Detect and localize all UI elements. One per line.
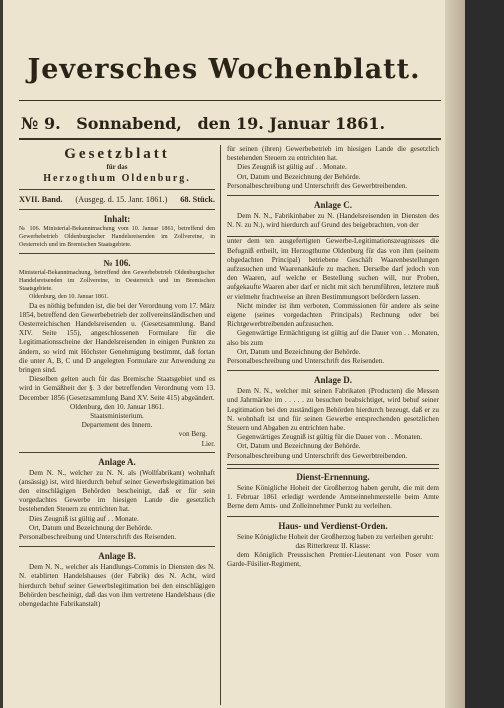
anlage-a-heading: Anlage A. bbox=[98, 456, 136, 467]
column-divider bbox=[220, 145, 221, 705]
right-top-personal: Personalbeschreibung und Unterschrift des Gewerbtreibenden. bbox=[227, 181, 408, 190]
right-top-text: für seinen (ihren) Gewerbebetrieb im hiesigen Lande die gesetzlich bestehenden Steuern zu entrichten hat. bbox=[227, 145, 439, 163]
anlage-d-text: Dem N. N., welcher mit seinen Fabrikaten (Producten) die Messen und Jahrmärkte im . . . . . zu besuchen beabsichtiget, wird behuf seiner Legitimation bei den zuständigen Behörden hierdurch bezeugt, daß er zu N. wohnhaft ist und für seinen Gewerbe entsprechenden gesetzlichen Steuern und Abgaben zu entrichten habe. bbox=[227, 387, 439, 433]
signature-department: Departement des Innern. bbox=[81, 421, 153, 430]
signature-name: von Berg. bbox=[178, 430, 207, 439]
anlage-a-text: Dem N. N., welcher zu N. N. als (Wollfabrikant) wohnhaft (ansässig) ist, wird hierdurch behuf seiner Gewerbslegitimation bei den einschlägigen Behörden bescheinigt, daß er für sein vorgedachtes Gewerbe im hiesigen Lande die gesetzlich bestehenden Steuern zu entrichten hat. bbox=[19, 468, 215, 514]
anlage-a-ort: Ort, Datum und Bezeichnung der Behörde. bbox=[29, 523, 153, 532]
anlage-c-heading: Anlage C. bbox=[314, 200, 352, 211]
haus-text: Seine Königliche Hoheit der Großherzog haben zu verleihen geruht: bbox=[237, 532, 434, 541]
inhalt-heading: Inhalt: bbox=[103, 214, 131, 224]
anlage-b-heading: Anlage B. bbox=[98, 551, 136, 562]
anlage-d-ort: Ort, Datum und Bezeichnung der Behörde. bbox=[237, 442, 361, 451]
issue-weekday: Sonnabend, bbox=[76, 114, 182, 133]
anlage-d-valid: Gegenwärtiges Zeugniß ist gültig für die Dauer von . . Monaten. bbox=[237, 433, 423, 442]
anlage-c-text-3: Nicht minder ist ihm verboten, Commissionen für andere als seine eigene (seines vorgedachten Principals) Rechnung oder bei Richtgewerbtreibenden aufzusuchen. bbox=[227, 301, 439, 329]
divider bbox=[19, 546, 215, 547]
haus-line-2: dem Königlich Preussischen Premier-Lieutenant von Poser vom Garde-Füsilier-Regiment, bbox=[227, 550, 439, 569]
anlage-c-text: Dem N. N., Fabrikinhaber zu N. (Handelsreisenden in Diensten des N. N. zu N.), wird hierdurch auf Grund des beigebrachten, von der bbox=[227, 212, 439, 230]
anlage-d-personal: Personalbeschreibung und Unterschrift des Gewerbtreibenden. bbox=[227, 451, 408, 460]
anlage-c-ort: Ort, Datum und Bezeichnung der Behörde. bbox=[237, 347, 361, 356]
haus-heading: Haus- und Verdienst-Orden. bbox=[278, 520, 388, 531]
divider bbox=[227, 370, 439, 371]
right-column bbox=[227, 145, 439, 569]
anlage-c-personal: Personalbeschreibung und Unterschrift des Reisenden. bbox=[227, 357, 385, 366]
gesetzblatt-fuer: für das bbox=[106, 163, 128, 171]
divider bbox=[19, 189, 215, 190]
dienst-text: Seine Königliche Hoheit der Großherzog haben geruht, die mit dem 1. Februar 1861 erledigt werdende Amtseinnehmerstelle beim Amte Berne dem Amts- und Zolleinnehmer Punkt zu verleihen. bbox=[227, 483, 439, 511]
masthead-rule bbox=[19, 100, 441, 101]
right-top-valid: Dies Zeugniß ist gültig auf . . Monate. bbox=[237, 163, 347, 172]
book-spine bbox=[445, 0, 465, 708]
dark-background-edge bbox=[465, 0, 504, 708]
body-paragraph-1: Da es nöthig befunden ist, die bei der Verordnung vom 17. März 1854, betreffend den Gewerbebetrieb der zollvereinsländischen und Oesterreichischen Handelsreisenden u. (Gesetzsammlung. Band XIV. Seite 155), angeschlossenen Formulare für die Legitimationsscheine der Handelsreisenden in einigen Punkten zu ändern, so wird mit Höchster Genehmigung bestimmt, daß fortan die unter A, B, C und D angelegten Formulare zur Anwendung zu bringen sind. bbox=[19, 301, 215, 374]
n106-place: Oldenburg, den 10. Januar 1861. bbox=[29, 293, 109, 300]
double-divider bbox=[227, 464, 439, 469]
divider bbox=[19, 209, 215, 210]
right-top-ort: Ort, Datum und Bezeichnung der Behörde. bbox=[237, 172, 361, 181]
n106-description: Ministerial-Bekanntmachung, betreffend den Gewerbebetrieb Oldenburgischer Handelsreisenden im Zollvereine, in Oesterreich und im Bremischen Staatsgebiete. bbox=[19, 270, 215, 292]
signature-ministry: Staatsministerium. bbox=[90, 412, 144, 421]
signature-lier: Lier. bbox=[201, 439, 215, 448]
anlage-a-valid: Dies Zeugniß ist gültig auf . . Monate. bbox=[29, 514, 139, 523]
divider bbox=[227, 516, 439, 517]
n106-heading: № 106. bbox=[103, 258, 131, 269]
issue-date: den 19. Januar 1861. bbox=[197, 114, 386, 133]
band-number: XVII. Band. bbox=[19, 195, 63, 204]
issue-rule bbox=[19, 138, 441, 140]
masthead-title: Jeversches Wochenblatt. bbox=[27, 54, 421, 85]
dienst-heading: Dienst-Ernennung. bbox=[296, 471, 370, 482]
divider bbox=[19, 452, 215, 453]
gesetzblatt-heading: Gesetzblatt bbox=[64, 146, 170, 162]
band-line bbox=[19, 194, 215, 205]
haus-line: das Ritterkreuz II. Klasse: bbox=[295, 541, 371, 550]
gesetzblatt-herzogthum: Herzogthum Oldenburg. bbox=[43, 173, 191, 184]
band-date: (Ausgeg. d. 15. Janr. 1861.) bbox=[75, 195, 168, 204]
divider bbox=[227, 195, 439, 196]
anlage-c-text-2: unter dem ten ausgefertigten Gewerbe-Legitimationszeugnisses die Befugniß ertheilt, im Herzogthume Oldenburg für das von ihm (seinem obgedachten Principal) betriebene Geschäft Waarenbestellungen aufzusuchen und Waarenankäufe zu machen. Derselbe darf jedoch von den Waaren, auf welche er Bestellung suchen will, nur Proben, aufgekaufte Waaren aber darf er nicht mit sich herumführen, letztere muß er vielmehr frachtweise an ihren Bestimmungsort befördern lassen. bbox=[227, 237, 439, 301]
left-column bbox=[19, 145, 215, 609]
band-stueck: 68. Stück. bbox=[180, 195, 215, 204]
body-paragraph-2: Dieselben gelten auch für das Bremische Staatsgebiet und es wird in Gemäßheit der §. 3 der betreffenden Verordnung vom 13. December 1856 (Gesetzsammlung Band XV. Seite 415) abgeändert. bbox=[19, 375, 215, 402]
anlage-a-personal: Personalbeschreibung und Unterschrift des Reisenden. bbox=[19, 533, 177, 542]
anlage-d-heading: Anlage D. bbox=[314, 375, 352, 386]
divider bbox=[19, 253, 215, 254]
issue-number: № 9. bbox=[21, 114, 61, 133]
inhalt-text: № 106. Ministerial-Bekanntmachung vom 10. Januar 1861, betreffend den Gewerbebetrieb Oldenburgischer Handelsreisenden im Zollvereine, in Oesterreich und im Bremischen Staatsgebiete. bbox=[19, 226, 215, 248]
anlage-c-valid: Gegenwärtige Ermächtigung ist gültig auf die Dauer von . . Monaten, also bis zum bbox=[227, 329, 439, 347]
newspaper-page bbox=[3, 0, 445, 708]
signature-place: Oldenburg, den 10. Januar 1861. bbox=[70, 402, 164, 411]
issue-line bbox=[21, 114, 441, 133]
anlage-b-text: Dem N. N., welcher als Handlungs-Commis in Diensten des N. N. etablirten Handelshauses (der Fabrik) des N. Acht, wird hierdurch behuf seiner Gewerbslegitimation bei den einschlägigen Behörden bescheinigt, daß das von ihm vertretene Handelshaus (die obengedachte Fabrikanstalt) bbox=[19, 563, 215, 609]
